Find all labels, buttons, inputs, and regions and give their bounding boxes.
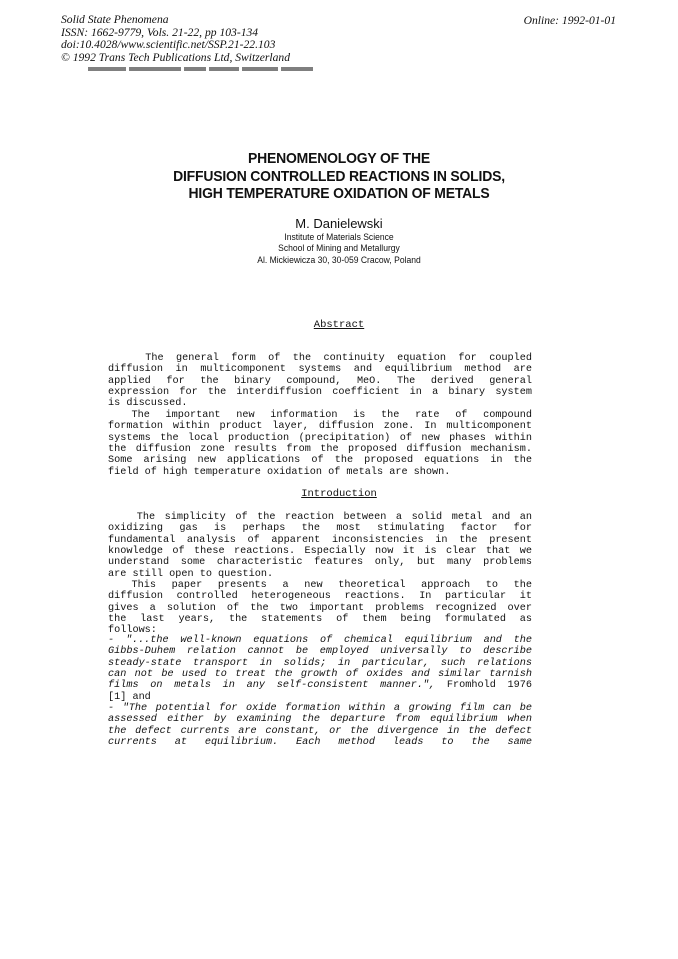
text-line: the last years, the statements of them being formulated as [108,614,532,626]
text-line: gives a solution of the two important problems recognized over [108,602,532,614]
text-line: The general form of the continuity equation for coupled [108,353,532,364]
text-line: are still open to question. [108,568,274,580]
text-line: oxidizing gas is perhaps the most stimulating factor for [108,523,532,535]
issn-line: ISSN: 1662-9779, Vols. 21-22, pp 103-134 [61,25,259,39]
quotation-oxide-formation [108,703,532,748]
text-line: expression for the interdiffusion coefficient in a binary system [108,387,532,399]
abstract-paragraph-2 [108,410,532,478]
faint-running-head [88,62,313,72]
reference-line: [1] and [108,691,151,703]
title-line-1: PHENOMENOLOGY OF THE [247,150,431,167]
text-line: currents at equilibrium. Each method leads to the same [108,737,532,749]
text-line: field of high temperature oxidation of metals are shown. [108,466,451,478]
text-line: systems the local production (precipitation) of new phases within [108,432,532,444]
introduction-heading: Introduction [301,488,377,500]
title-block [0,150,678,266]
text-line: applied for the binary compound, MeO. The derived general [108,375,532,387]
journal-name: Solid State Phenomena [61,13,169,26]
author-name: M. Danielewski [295,215,383,231]
text-line: The important new information is the rate of compound [108,410,532,421]
abstract-paragraph-1 [108,353,532,410]
text-line: understand some characteristic features only, but many problems [108,557,532,569]
text-line: - "...the well-known equations of chemical equilibrium and the [108,635,532,646]
title-line-3: HIGH TEMPERATURE OXIDATION OF METALS [188,185,490,202]
title-line-2: DIFFUSION CONTROLLED REACTIONS IN SOLIDS, [173,167,505,185]
text-line: assessed either by examining the departure from equilibrium when [108,714,532,726]
text-line: diffusion controlled heterogeneous reactions. In particular it [108,591,532,603]
text-line: is discussed. [108,398,188,410]
doi-line: doi:10.4028/www.scientific.net/SSP.21-22.103 [61,38,276,52]
text-line: can not be used to treat the growth of oxides and similar tarnish [108,669,532,681]
introduction-paragraph-1 [108,512,532,580]
copyright-line: © 1992 Trans Tech Publications Ltd, Switzerland [61,50,291,64]
text-line: follows: [108,625,157,637]
affiliation-line-2: School of Mining and Metallurgy [278,243,400,253]
text-line: Some arising new applications of the proposed equations in the [108,455,532,467]
text-line: steady-state transport in solids; in particular, such relations [108,657,532,669]
text-line: Gibbs-Duhem relation cannot be employed universally to describe [108,646,532,658]
text-line: The simplicity of the reaction between a solid metal and an [108,512,532,523]
text-line: diffusion in multicomponent systems and equilibrium method are [108,364,532,376]
text-line: - "The potential for oxide formation within a growing film can be [108,703,532,714]
affiliation-line-3: Al. Mickiewicza 30, 30-059 Cracow, Poland [257,254,421,265]
text-line: fundamental analysis of apparent inconsistencies in the present [108,534,532,546]
publication-header [61,14,290,64]
text-line: formation within product layer, diffusion zone. In multicomponent [108,421,532,433]
text-line: the diffusion zone results from the proposed diffusion mechanism. [108,444,532,456]
online-date: Online: 1992-01-01 [523,14,616,27]
text-line: knowledge of these reactions. Especially now it is clear that we [108,546,532,558]
text-line: films on metals in any self-consistent manner.", Fromhold 1976 [108,680,532,692]
text-line: the defect currents are constant, or the divergence in the defect [108,725,532,737]
quotation-fromhold [108,635,532,703]
introduction-paragraph-2 [108,580,532,637]
abstract-heading: Abstract [313,319,365,331]
text-line: This paper presents a new theoretical approach to the [108,580,532,591]
affiliation-line-1: Institute of Materials Science [284,231,394,242]
